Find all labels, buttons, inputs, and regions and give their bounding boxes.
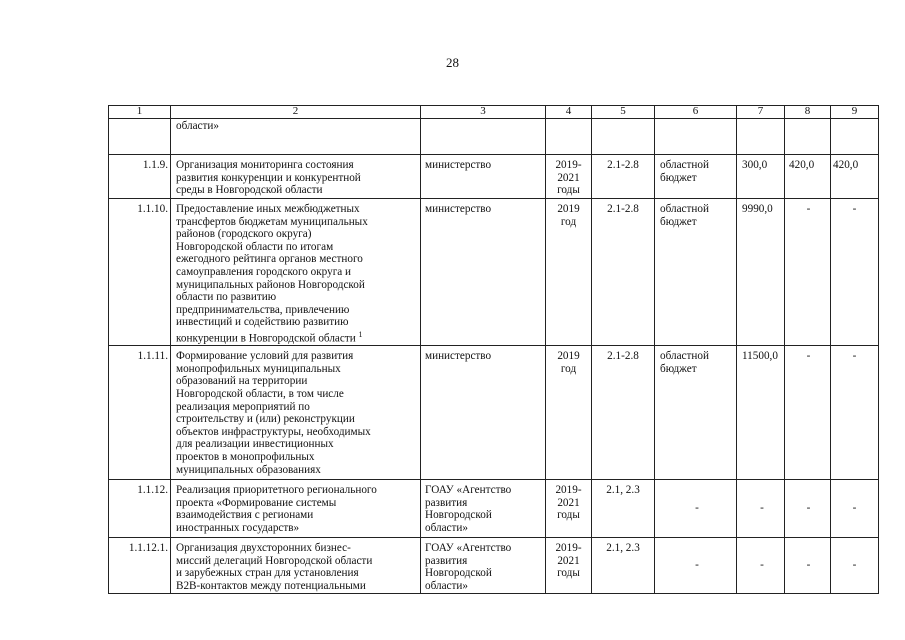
years: 2019- 2021 годы bbox=[546, 480, 592, 538]
column-header: 6 bbox=[655, 106, 737, 119]
row-number: 1.1.9. bbox=[109, 155, 171, 199]
target-indicators: 2.1-2.8 bbox=[592, 346, 655, 480]
program-activities-table bbox=[108, 105, 879, 594]
value-2021 bbox=[831, 119, 879, 155]
row-number: 1.1.12. bbox=[109, 480, 171, 538]
column-header: 9 bbox=[831, 106, 879, 119]
table-row bbox=[109, 346, 879, 480]
row-number: 1.1.11. bbox=[109, 346, 171, 480]
target-indicators: 2.1, 2.3 bbox=[592, 480, 655, 538]
target-indicators: 2.1, 2.3 bbox=[592, 538, 655, 594]
column-header: 7 bbox=[737, 106, 785, 119]
target-indicators: 2.1-2.8 bbox=[592, 199, 655, 346]
value-2021: - bbox=[831, 346, 879, 480]
value-2021: 420,0 bbox=[831, 155, 879, 199]
row-number bbox=[109, 119, 171, 155]
column-header: 3 bbox=[421, 106, 546, 119]
executor: министерство bbox=[421, 199, 546, 346]
table-row bbox=[109, 538, 879, 594]
activity-name: Организация двухсторонних бизнес- миссий делегаций Новгородской области и зарубежных стран для установления B2B-контактов между потенциальными bbox=[171, 538, 421, 594]
activity-name: Реализация приоритетного регионального проекта «Формирование системы взаимодействия с регионами иностранных государств» bbox=[171, 480, 421, 538]
funding-source bbox=[655, 119, 737, 155]
value-2019: - bbox=[737, 480, 785, 538]
funding-source: областной бюджет bbox=[655, 346, 737, 480]
value-2019 bbox=[737, 119, 785, 155]
funding-source: - bbox=[655, 480, 737, 538]
table-row bbox=[109, 119, 879, 155]
years: 2019 год bbox=[546, 346, 592, 480]
table-row bbox=[109, 155, 879, 199]
column-header: 1 bbox=[109, 106, 171, 119]
value-2020: - bbox=[785, 199, 831, 346]
activity-name: Формирование условий для развития монопрофильных муниципальных образований на территории Новгородской области, в том числе реализация мероприятий по строительству и (или) реконструкции объектов инфраструктуры, необходимых для реализации инвестиционных проектов в монопрофильных муниципальных образованиях bbox=[171, 346, 421, 480]
executor: министерство bbox=[421, 346, 546, 480]
value-2019: - bbox=[737, 538, 785, 594]
target-indicators bbox=[592, 119, 655, 155]
funding-source: областной бюджет bbox=[655, 155, 737, 199]
value-2021: - bbox=[831, 480, 879, 538]
activity-name: Предоставление иных межбюджетных трансфертов бюджетам муниципальных районов (городского округа) Новгородской области по итогам ежегодного рейтинга органов местного самоуправления городского округа и муниципальных районов Новгородской области по развитию предпринимательства, привлечению инвестиций и содействию развитию конкуренции в Новгородской области bbox=[176, 203, 368, 345]
years bbox=[546, 119, 592, 155]
table-row bbox=[109, 199, 879, 346]
executor bbox=[421, 119, 546, 155]
row-number: 1.1.10. bbox=[109, 199, 171, 346]
years: 2019- 2021 годы bbox=[546, 155, 592, 199]
funding-source: - bbox=[655, 538, 737, 594]
value-2020 bbox=[785, 119, 831, 155]
column-number-row bbox=[109, 106, 879, 119]
executor: ГОАУ «Агентство развития Новгородской области» bbox=[421, 480, 546, 538]
value-2019: 11500,0 bbox=[737, 346, 785, 480]
column-header: 8 bbox=[785, 106, 831, 119]
value-2019: 9990,0 bbox=[737, 199, 785, 346]
value-2021: - bbox=[831, 199, 879, 346]
executor: ГОАУ «Агентство развития Новгородской области» bbox=[421, 538, 546, 594]
row-number: 1.1.12.1. bbox=[109, 538, 171, 594]
activity-cell bbox=[171, 199, 421, 346]
value-2020: - bbox=[785, 346, 831, 480]
activity-name: области» bbox=[171, 119, 421, 155]
column-header: 5 bbox=[592, 106, 655, 119]
value-2020: 420,0 bbox=[785, 155, 831, 199]
column-header: 2 bbox=[171, 106, 421, 119]
target-indicators: 2.1-2.8 bbox=[592, 155, 655, 199]
years: 2019- 2021 годы bbox=[546, 538, 592, 594]
years: 2019 год bbox=[546, 199, 592, 346]
value-2020: - bbox=[785, 538, 831, 594]
table-row bbox=[109, 480, 879, 538]
page-number: 28 bbox=[446, 55, 459, 70]
funding-source: областной бюджет bbox=[655, 199, 737, 346]
activity-name: Организация мониторинга состояния развития конкуренции и конкурентной среды в Новгородской области bbox=[171, 155, 421, 199]
executor: министерство bbox=[421, 155, 546, 199]
footnote-marker: 1 bbox=[358, 329, 363, 339]
value-2020: - bbox=[785, 480, 831, 538]
column-header: 4 bbox=[546, 106, 592, 119]
value-2019: 300,0 bbox=[737, 155, 785, 199]
value-2021: - bbox=[831, 538, 879, 594]
